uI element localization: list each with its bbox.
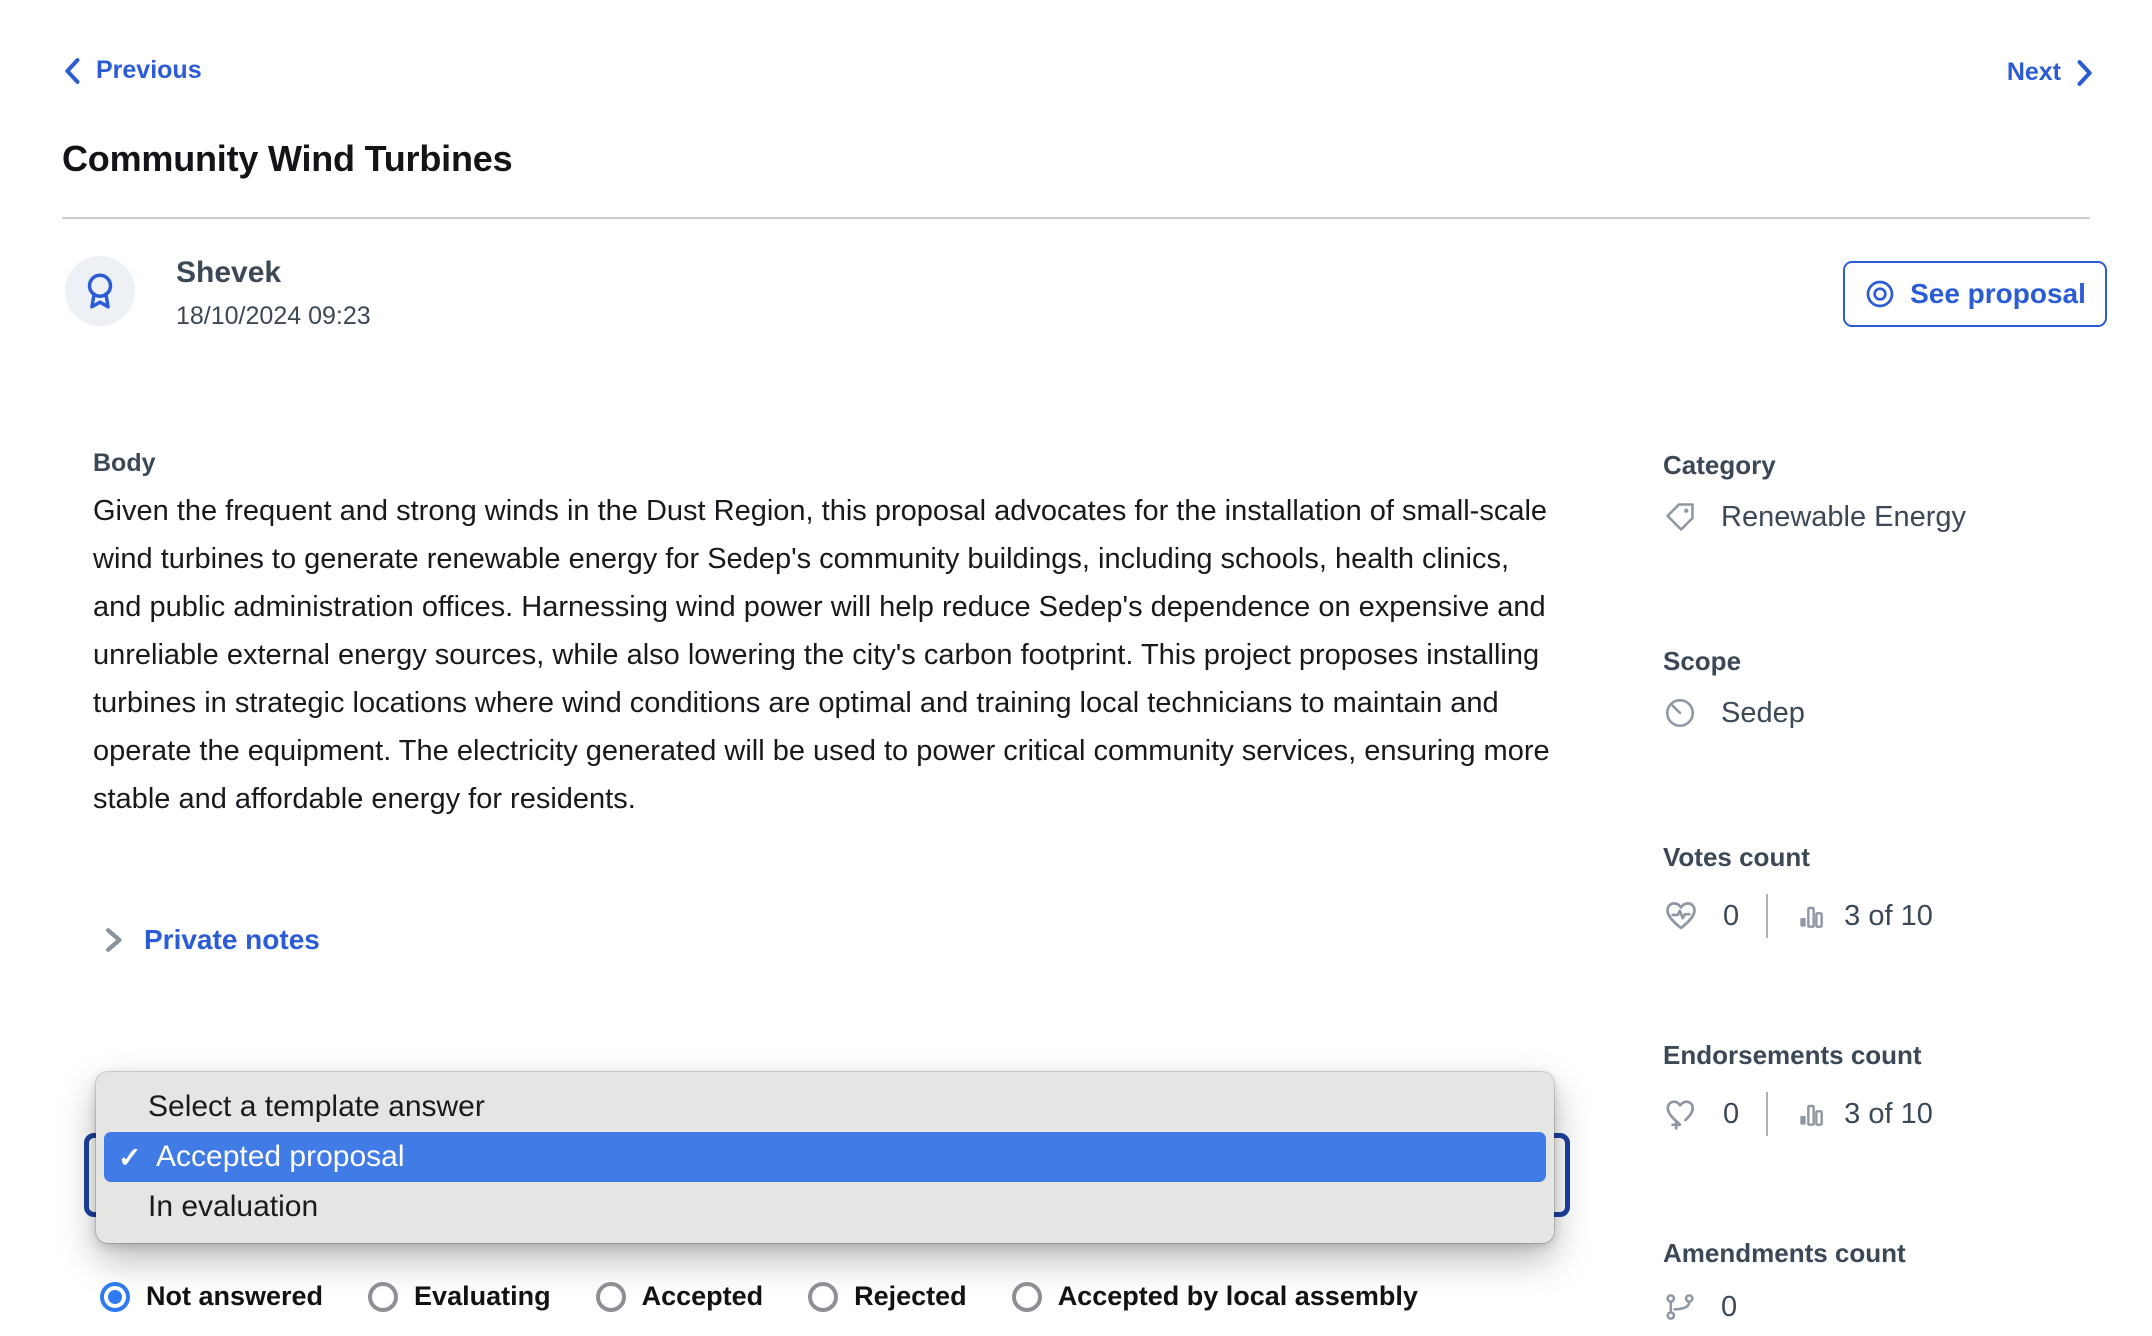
- radio-circle[interactable]: [596, 1282, 626, 1312]
- radio-evaluating[interactable]: [368, 1281, 551, 1312]
- dropdown-option-accepted-proposal[interactable]: [104, 1132, 1546, 1182]
- heart-add-icon: [1663, 1096, 1699, 1132]
- radio-circle[interactable]: [1012, 1282, 1042, 1312]
- endorsements-count-value: 0: [1723, 1097, 1740, 1130]
- radio-rejected[interactable]: [808, 1281, 967, 1312]
- answer-status-radio-group: [100, 1281, 1418, 1312]
- page-title: Community Wind Turbines: [62, 138, 513, 179]
- amendments-count-row: [1663, 1290, 1737, 1324]
- category-value: Renewable Energy: [1721, 500, 1967, 533]
- radio-circle[interactable]: [368, 1282, 398, 1312]
- chevron-right-icon: [102, 927, 124, 953]
- chevron-right-icon: [2075, 59, 2095, 87]
- scope-label: Scope: [1663, 646, 1742, 676]
- radio-label: Evaluating: [414, 1281, 551, 1311]
- dropdown-option-placeholder[interactable]: Select a template answer: [148, 1090, 485, 1123]
- previous-label: Previous: [96, 56, 202, 84]
- next-label: Next: [2006, 58, 2061, 86]
- votes-progress: 3 of 10: [1844, 899, 1933, 932]
- radio-circle[interactable]: [808, 1282, 838, 1312]
- endorsements-count-label: Endorsements count: [1663, 1040, 1922, 1070]
- previous-link[interactable]: [62, 56, 202, 85]
- scope-value: Sedep: [1721, 696, 1805, 729]
- votes-count-row: [1663, 894, 1933, 938]
- body-text: Given the frequent and strong winds in the Dust Region, this proposal advocates for the installation of small-scale wind turbines to generate renewable energy for Sedep's community buildings, including schools, health clinics, and public administration offices. Harnessing wind power will help reduce Sedep's dependence on expensive and unreliable external energy sources, while also lowering the city's carbon footprint. This project proposes installing turbines in strategic locations where wind conditions are optimal and training local technicians to maintain and operate the equipment. The electricity generated will be used to power critical community services, ensuring more stable and affordable energy for residents.: [93, 495, 1550, 815]
- avatar: [65, 256, 135, 326]
- scope-value-row: [1663, 696, 1805, 730]
- git-branch-icon: [1663, 1290, 1697, 1324]
- endorsements-progress: 3 of 10: [1844, 1097, 1933, 1130]
- chevron-left-icon: [62, 57, 82, 85]
- radio-accepted[interactable]: [596, 1281, 764, 1312]
- eye-icon: [1864, 278, 1896, 310]
- author-timestamp: 18/10/2024 09:23: [176, 302, 371, 330]
- dropdown-option-in-evaluation[interactable]: In evaluation: [148, 1190, 319, 1223]
- heart-pulse-icon: [1663, 898, 1699, 934]
- category-value-row: [1663, 500, 1966, 534]
- endorsements-count-row: [1663, 1092, 1933, 1136]
- votes-count-label: Votes count: [1663, 842, 1810, 872]
- radio-circle[interactable]: [100, 1282, 130, 1312]
- author-name[interactable]: Shevek: [176, 256, 282, 289]
- see-proposal-label: See proposal: [1910, 278, 2086, 309]
- radio-label: Accepted: [641, 1281, 764, 1311]
- radio-not-answered[interactable]: [100, 1281, 323, 1312]
- see-proposal-button[interactable]: [1843, 261, 2107, 327]
- divider: [1766, 1092, 1768, 1136]
- scope-icon: [1663, 696, 1697, 730]
- radio-label: Accepted by local assembly: [1057, 1281, 1418, 1311]
- award-icon: [79, 270, 121, 312]
- amendments-count-label: Amendments count: [1663, 1238, 1906, 1268]
- divider: [1766, 894, 1768, 938]
- title-divider: [62, 217, 2090, 219]
- amendments-count-value: 0: [1721, 1290, 1738, 1323]
- template-answer-dropdown: [96, 1072, 1554, 1243]
- private-notes-toggle[interactable]: [102, 924, 320, 956]
- votes-count-value: 0: [1723, 899, 1740, 932]
- price-tag-icon: [1663, 500, 1697, 534]
- category-label: Category: [1663, 450, 1776, 480]
- radio-label: Rejected: [854, 1281, 967, 1311]
- radio-accepted-by-local-assembly[interactable]: [1012, 1281, 1418, 1312]
- bar-chart-icon: [1795, 1098, 1827, 1130]
- proposal-metadata-sidebar: [1663, 450, 2103, 1336]
- dropdown-option-label: Accepted proposal: [156, 1140, 405, 1173]
- radio-label: Not answered: [146, 1281, 324, 1311]
- bar-chart-icon: [1795, 900, 1827, 932]
- check-icon: ✓: [118, 1141, 142, 1173]
- next-link[interactable]: [2007, 58, 2095, 87]
- private-notes-label: Private notes: [144, 924, 320, 955]
- body-label: Body: [93, 449, 156, 477]
